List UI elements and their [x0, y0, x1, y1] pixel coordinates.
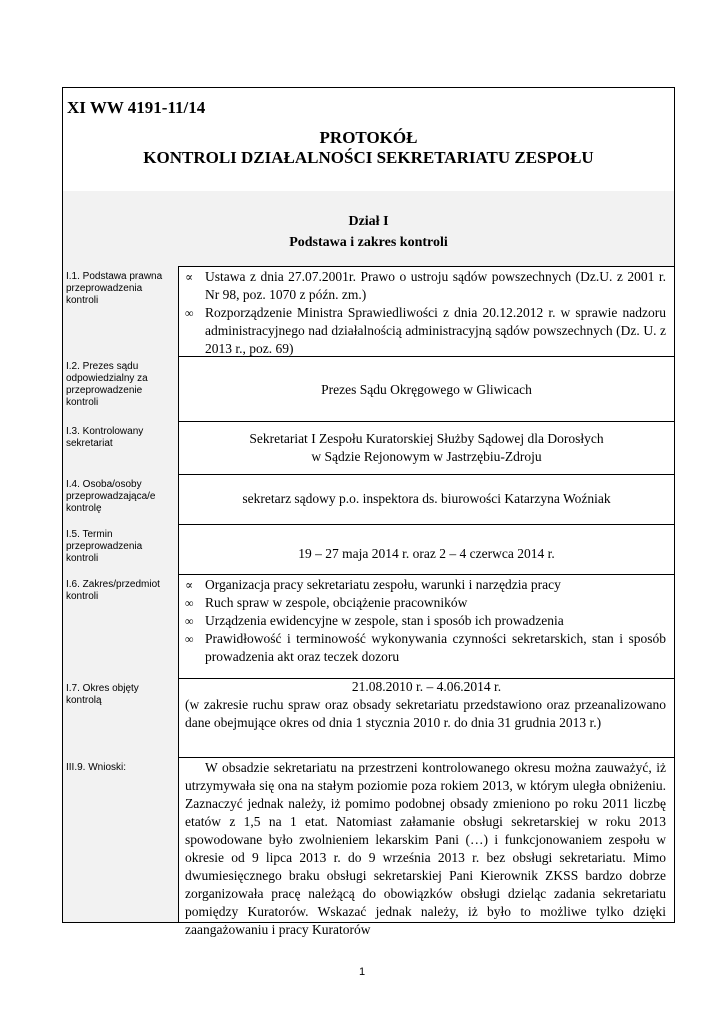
bullet-icon: ∞ — [185, 614, 194, 628]
list-item: ∝ Organizacja pracy sekretariatu zespołu, warunki i narzędzia pracy — [185, 577, 561, 592]
title-line-1: PROTOKÓŁ — [319, 128, 418, 147]
bullet-icon: ∞ — [185, 306, 194, 320]
row-value — [179, 678, 674, 757]
title-line-2: KONTROLI DZIAŁALNOŚCI SEKRETARIATU ZESPOŁU — [143, 148, 594, 167]
row-label: I.1. Podstawa prawna przeprowadzenia kontroli — [63, 266, 179, 356]
period-dates: 21.08.2010 r. – 4.06.2014 r. — [351, 679, 502, 694]
page-number: 1 — [358, 966, 366, 978]
row-inspector — [63, 474, 674, 525]
list-item: ∞ Ruch spraw w zespole, obciążenie pracowników — [185, 595, 468, 610]
row-label: III.9. Wnioski: — [63, 757, 179, 922]
row-value: sekretarz sądowy p.o. inspektora ds. biurowości Katarzyna Woźniak — [242, 491, 611, 506]
row-value: 19 – 27 maja 2014 r. oraz 2 – 4 czerwca 2014 r. — [298, 546, 555, 561]
conclusions-text: W obsadzie sekretariatu na przestrzeni kontrolowanego okresu można zauważyć, iż utrzymywała się ona na stałym poziomie poza rokiem 2013, w którym uległa obniżeniu. Zaznaczyć jednak należy, iż pomimo podobnej obsady zmieniono po roku 2011 liczbę etatów z 1,5 na 1 etat. Natomiast załamanie obsługi sekretarskiej w roku 2013 spowodowane było zwolnieniem lekarskim Pani (…) i funkcjonowaniem zespołu w okresie od 9 lipca 2013 r. do 9 września 2013 r. bez obsługi sekretariatu. Mimo dwumiesięcznego braku obsługi sekretarskiej Pani Kierownik ZKSS bardzo dobrze zorganizowała pracę należącą do obowiązków obsługi dzieląc zadania sekretariatu pomiędzy Kuratorów. Wskazać jednak należy, iż było to możliwe tylko dzięki zaangażowaniu i pracy Kuratorów — [185, 760, 666, 937]
list-item: ∝ Ustawa z dnia 27.07.2001r. Prawo o ustroju sądów powszechnych (Dz.U. z 2001 r. Nr 98, poz. 1070 z późn. zm.) — [185, 269, 666, 302]
bullet-icon: ∝ — [185, 578, 194, 592]
legal-basis-list — [179, 266, 674, 358]
row-period — [63, 678, 674, 758]
row-legal-basis — [63, 266, 674, 357]
list-item: ∞ Urządzenia ewidencyjne w zespole, stan i sposób ich prowadzenia — [185, 613, 564, 628]
row-value — [179, 266, 674, 356]
section-title: Podstawa i zakres kontroli — [289, 235, 448, 250]
row-label: I.2. Prezes sądu odpowiedzialny za przeprowadzenie kontroli — [63, 356, 179, 421]
row-value: Prezes Sądu Okręgowego w Gliwicach — [321, 382, 532, 397]
section-label: Dział I — [348, 214, 389, 229]
row-secretariat — [63, 421, 674, 475]
document-header — [63, 88, 674, 192]
row-value — [179, 757, 674, 937]
row-label: I.4. Osoba/osoby przeprowadzająca/e kontrolę — [63, 474, 179, 524]
bullet-icon: ∝ — [185, 270, 194, 284]
row-label: I.3. Kontrolowany sekretariat — [63, 421, 179, 474]
row-value — [179, 574, 674, 678]
list-item: ∞ Rozporządzenie Ministra Sprawiedliwości z dnia 20.12.2012 r. w sprawie nadzoru administracyjnego nad działalnością administracyjną sądów powszechnych (Dz. U. z 2013 r., poz. 69) — [185, 305, 666, 356]
bullet-icon: ∞ — [185, 596, 194, 610]
scope-list — [179, 574, 674, 666]
document-title — [63, 128, 674, 168]
row-term — [63, 524, 674, 575]
section-header — [63, 191, 674, 267]
protocol-table — [62, 87, 675, 937]
row-court-president — [63, 356, 674, 422]
row-label: I.5. Termin przeprowadzenia kontroli — [63, 524, 179, 574]
row-conclusions — [63, 757, 674, 937]
list-item: ∞ Prawidłowość i terminowość wykonywania czynności sekretarskich, stan i sposób prowadzenia akt oraz teczek dozoru — [185, 631, 666, 664]
row-scope — [63, 574, 674, 679]
row-label: I.6. Zakres/przedmiot kontroli — [63, 574, 179, 678]
row-value: Sekretariat I Zespołu Kuratorskiej Służby Sądowej dla Dorosłych w Sądzie Rejonowym w Jastrzębiu-Zdroju — [249, 431, 604, 464]
case-number: XI WW 4191-11/14 — [67, 98, 206, 117]
row-label: I.7. Okres objęty kontrolą — [63, 678, 179, 757]
bullet-icon: ∞ — [185, 632, 194, 646]
period-note: (w zakresie ruchu spraw oraz obsady sekretariatu przedstawiono oraz przeanalizowano dane obejmujące okres od dnia 1 stycznia 2010 r. do dnia 31 grudnia 2013 r.) — [185, 697, 666, 730]
